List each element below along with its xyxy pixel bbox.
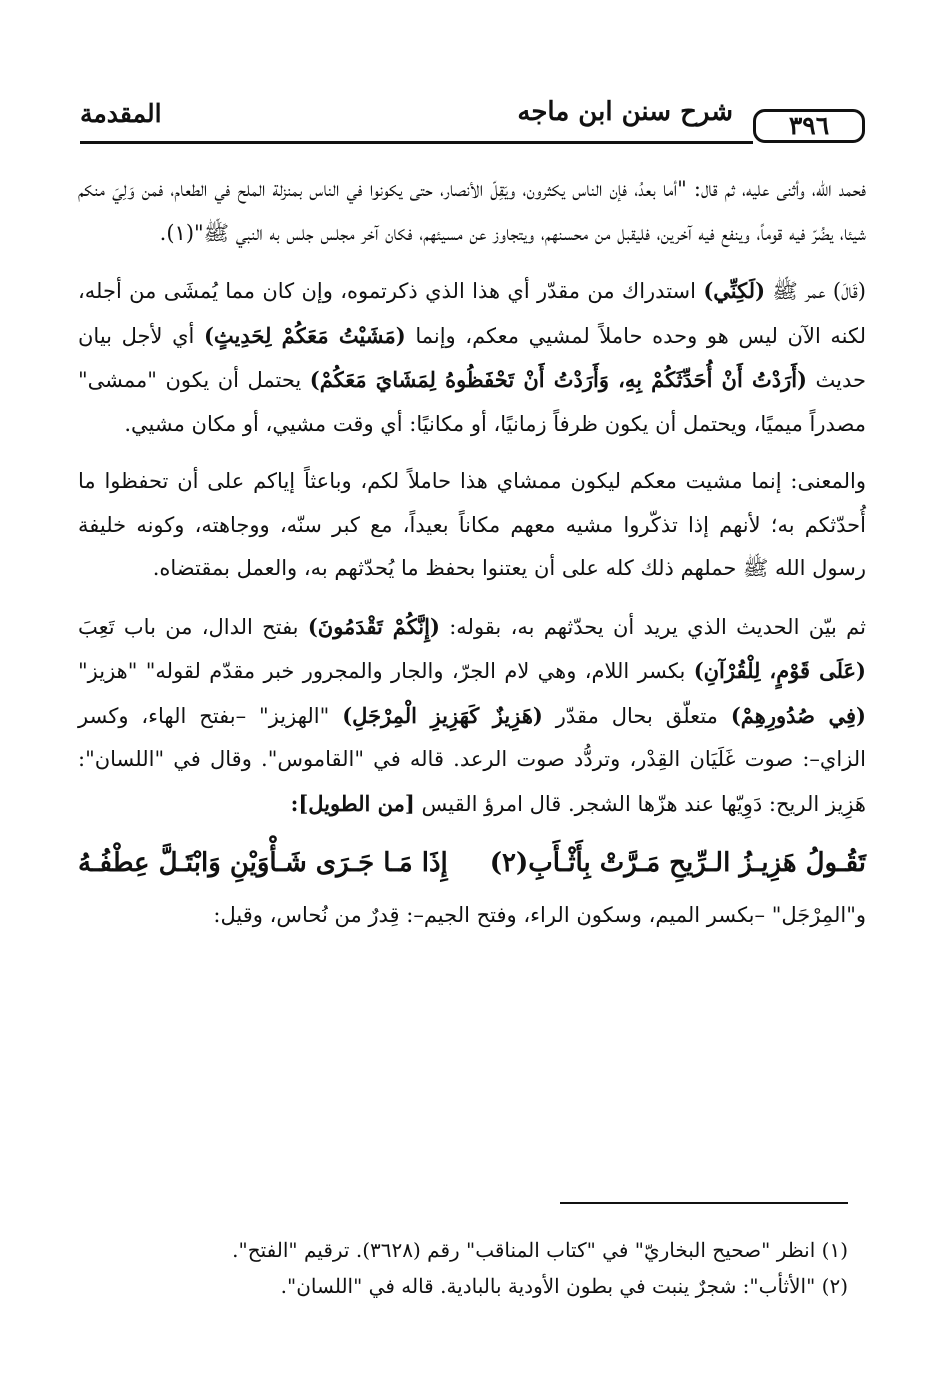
- meter-label: [من الطويل]:: [290, 790, 415, 816]
- footnote-separator: [560, 1202, 848, 1204]
- quoted-term: (إِنَّكُمْ تَقْدَمُونَ): [307, 613, 440, 639]
- text-run: أي لأجل بيان حديث: [78, 323, 866, 392]
- paragraph-3: والمعنى: إنما مشيت معكم ليكون ممشاي هذا حاملاً لكم، وباعثاً إياكم على أن تحفظوا ما أُحدّثكم به؛ لأنهم إذا تذكّروا مشيه معهم مكاناً بعيداً، مع كبر سنّه، ووجاهته، وكونه خليفة رسول الله ﷺ حملهم ذلك كله على أن يعتنوا بحفظ ما يُحدّثهم به، والعمل بمقتضاه.: [78, 469, 866, 580]
- text-run: (قَالَ) عمر ﷺ: [765, 279, 866, 303]
- paragraph-4: [78, 605, 866, 827]
- text-run: بفتح الدال، من باب تَعِبَ: [78, 614, 308, 639]
- header-rule: [80, 141, 753, 144]
- poetry-verse: [78, 840, 866, 886]
- verse-first-hemistich: إِذَا مَـا جَـرَى شَـأْوَيْنِ وَابْتَـلَّ عِطْفُـهُ: [78, 848, 448, 878]
- paragraph-1: فحمد الله، وأثنى عليه، ثم قال: "أما بعدُ، فإن الناس يكثرون، ويَقِلّ الأنصار، حتى يكونوا في الناس بمنزلة الملح في الطعام، فمن وَلِيَ منكم شيئا، يضُرّ فيه قوماً، وينفع فيه آخرين، فليقبل من محسنهم، ويتجاوز عن مسيئهم، فكان آخر مجلس جلس به النبي ﷺ"(١).: [78, 177, 866, 245]
- quoted-term: (مَشَيْتُ مَعَكُمْ لِحَدِيثٍ): [203, 322, 406, 348]
- text-run: بكسر اللام، وهي لام الجرّ، والجار والمجرور خبر مقدّم لقوله" "هزيز": [78, 659, 694, 683]
- main-text: [78, 168, 866, 952]
- quoted-term: (لَكِنِّي): [703, 278, 766, 303]
- footnote-1: (١) انظر "صحيح البخاريّ" في "كتاب المناقب" رقم (٣٦٢٨). ترقيم "الفتح".: [232, 1238, 848, 1262]
- paragraph-5: و"المِرْجَل" –بكسر الميم، وسكون الراء، وفتح الجيم–: قِدرٌ من نُحاس، وقيل:: [213, 903, 866, 927]
- verse-second-hemistich: تَقُـولُ هَزِيـزُ الـرِّيحِ مَـرَّتْ بِأَثْـأَبِ(٢): [489, 848, 866, 878]
- page-header: [80, 95, 865, 147]
- quoted-term: (عَلَى قَوْمٍ، لِلْقُرْآنِ): [693, 658, 866, 683]
- text-run: استدراك من مقدّر أي هذا الذي ذكرتموه، وإن كان مما يُمشَى من أجله، لكنه الآن ليس هو وحده حاملاً لمشيي معكم، وإنما: [78, 279, 866, 348]
- paragraph-2: [78, 269, 866, 446]
- book-title: شرح سنن ابن ماجه: [517, 97, 733, 127]
- text-run: يحتمل أن يكون "ممشى" مصدراً ميميًا، ويحتمل أن يكون ظرفاً زمانيًا، أو مكانيًا: أي وقت مشيي، أو مكان مشيي.: [78, 368, 866, 436]
- page-number: ٣٩٦: [753, 109, 865, 143]
- text-run: "الهزيز" –بفتح الهاء، وكسر الزاي–: صوت غَلَيَان القِدْر، وتردُّد صوت الرعد. قاله في "القاموس". وقال في "اللسان": هَزِيز الريح: دَوِيّها عند هزّها الشجر. قال امرؤ القيس: [78, 703, 866, 816]
- text-run: متعلّق بحال مقدّر: [542, 703, 731, 728]
- quoted-term: (فِي صُدُورِهِمْ): [730, 702, 866, 728]
- quoted-term: (هَزِيزٌ كَهَزِيزِ الْمِرْجَلِ): [342, 702, 543, 728]
- section-title: المقدمة: [80, 99, 162, 128]
- footnotes: [150, 1232, 848, 1304]
- text-run: ثم بيّن الحديث الذي يريد أن يحدّثهم به، بقوله:: [439, 614, 866, 639]
- footnote-2: (٢) "الأثأب": شجرٌ ينبت في بطون الأودية بالبادية. قاله في "اللسان".: [280, 1274, 848, 1298]
- quoted-term: (أَرَدْتُ أَنْ أُحَدِّثَكُمْ بِهِ، وَأَرَدْتُ أَنْ تَحْفَظُوهُ لِمَشَايَ مَعَكُمْ): [309, 367, 807, 392]
